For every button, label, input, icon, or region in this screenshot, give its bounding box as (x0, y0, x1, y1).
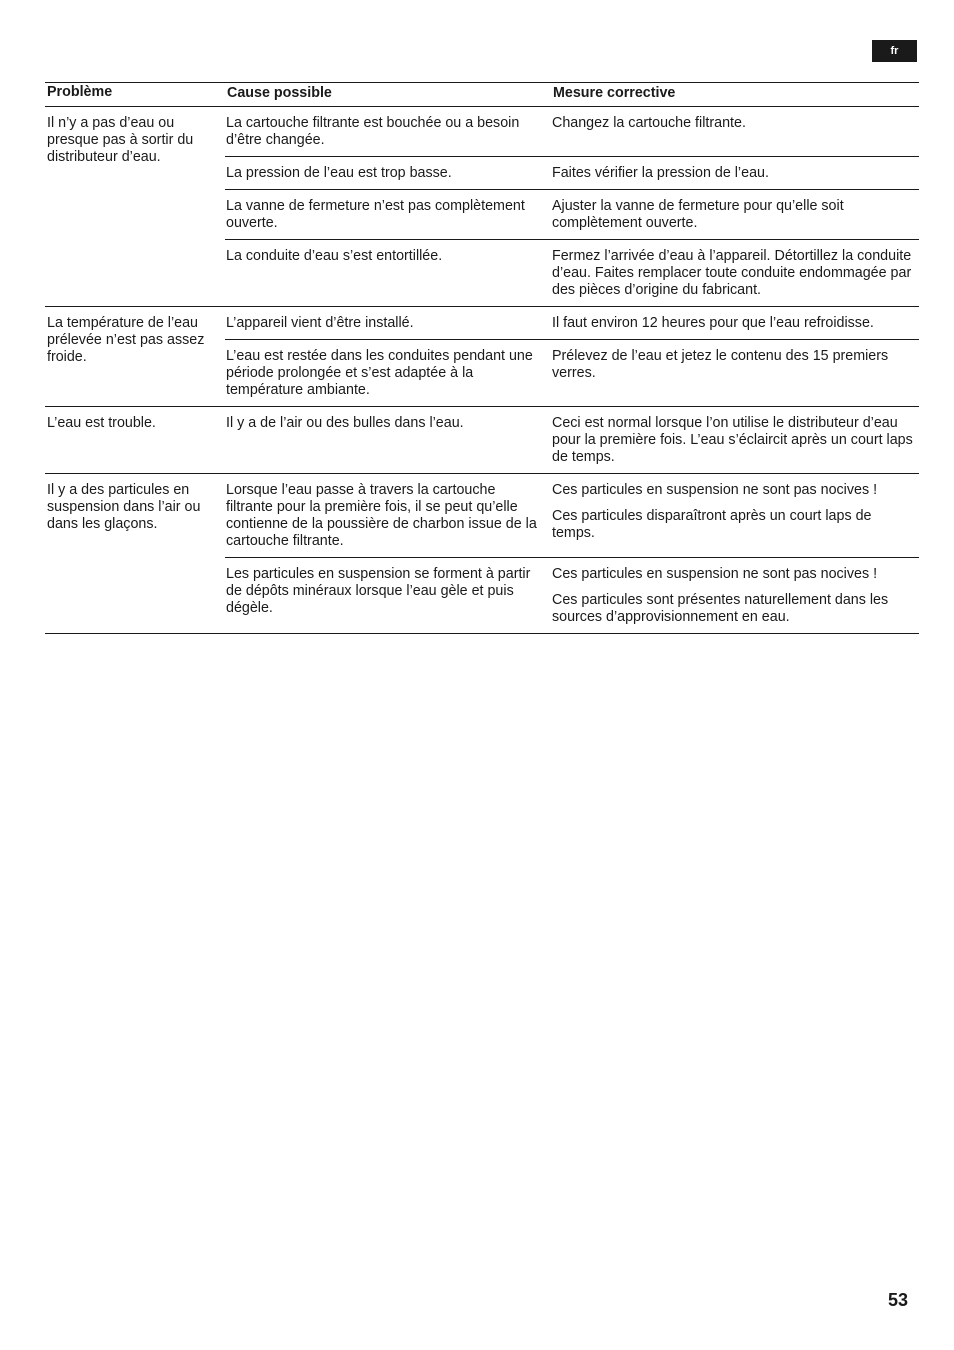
measure-text: Prélevez de l’eau et jetez le contenu des 15 premiers verres. (552, 348, 889, 381)
measure-cell (548, 240, 919, 306)
cause-cell: L’appareil vient d’être installé. (226, 315, 414, 331)
cause-cell: Lorsque l’eau passe à travers la cartouche filtrante pour la première fois, il se peut qu’elle contienne de la poussière de charbon issue de la cartouche filtrante. (226, 482, 537, 549)
table-row (225, 407, 919, 473)
measure-text: Faites vérifier la pression de l’eau. (552, 165, 769, 181)
problem-group (45, 107, 919, 306)
table-row (225, 474, 919, 557)
cause-cell: La cartouche filtrante est bouchée ou a besoin d’être changée. (226, 115, 520, 148)
header-cause: Cause possible (227, 85, 332, 101)
cause-cell: L’eau est restée dans les conduites pendant une période prolongée et s’est adaptée à la température ambiante. (226, 348, 533, 398)
measure-text: Fermez l’arrivée d’eau à l’appareil. Détortillez la conduite d’eau. Faites remplacer toute conduite endommagée par des pièces d’origine du fabricant. (552, 248, 912, 298)
problem-group (45, 307, 919, 406)
table-row (225, 240, 919, 306)
table-header (45, 82, 919, 107)
cause-cell: La pression de l’eau est trop basse. (226, 165, 452, 181)
troubleshooting-table (45, 82, 919, 634)
cause-rows (225, 107, 919, 306)
problem-cell: Il y a des particules en suspension dans l’air ou dans les glaçons. (47, 482, 201, 532)
problem-cell: L’eau est trouble. (47, 415, 156, 431)
measure-cell (548, 558, 919, 633)
table-row (225, 190, 919, 239)
cause-rows (225, 407, 919, 473)
cause-cell: Les particules en suspension se forment à partir de dépôts minéraux lorsque l’eau gèle et puis dégèle. (226, 566, 531, 616)
table-row (225, 157, 919, 189)
measure-cell (548, 474, 919, 557)
measure-cell (548, 307, 919, 339)
measure-cell (548, 157, 919, 189)
measure-text: Ces particules en suspension ne sont pas nocives ! (552, 482, 878, 498)
header-mesure: Mesure corrective (553, 85, 676, 101)
measure-cell (548, 407, 919, 473)
cause-cell: La conduite d’eau s’est entortillée. (226, 248, 443, 264)
problem-group (45, 407, 919, 473)
measure-cell (548, 107, 919, 156)
measure-cell (548, 340, 919, 406)
measure-text: Ces particules en suspension ne sont pas nocives ! (552, 566, 878, 582)
measure-cell (548, 190, 919, 239)
cause-cell: Il y a de l’air ou des bulles dans l’eau. (226, 415, 464, 431)
table-row (225, 307, 919, 339)
measure-text: Ajuster la vanne de fermeture pour qu’elle soit complètement ouverte. (552, 198, 844, 231)
header-probleme: Problème (47, 84, 113, 100)
language-badge: fr (872, 40, 917, 62)
cause-cell: La vanne de fermeture n’est pas complètement ouverte. (226, 198, 525, 231)
problem-group (45, 474, 919, 633)
measure-text: Il faut environ 12 heures pour que l’eau refroidisse. (552, 315, 874, 331)
cause-rows (225, 307, 919, 406)
table-row (225, 558, 919, 633)
problem-cell: Il n’y a pas d’eau ou presque pas à sortir du distributeur d’eau. (47, 115, 194, 165)
table-end-rule (45, 633, 919, 634)
cause-rows (225, 474, 919, 633)
measure-text: Ceci est normal lorsque l’on utilise le distributeur d’eau pour la première fois. L’eau s’éclaircit après un court laps de temps. (552, 415, 913, 465)
problem-cell: La température de l’eau prélevée n’est pas assez froide. (47, 315, 205, 365)
page-number: 53 (887, 1290, 908, 1310)
table-row (225, 340, 919, 406)
table-row (225, 107, 919, 156)
table-body (45, 107, 919, 633)
measure-text: Changez la cartouche filtrante. (552, 115, 746, 131)
measure-text: Ces particules sont présentes naturellement dans les sources d’approvisionnement en eau. (552, 592, 889, 625)
measure-text: Ces particules disparaîtront après un court laps de temps. (552, 508, 872, 541)
